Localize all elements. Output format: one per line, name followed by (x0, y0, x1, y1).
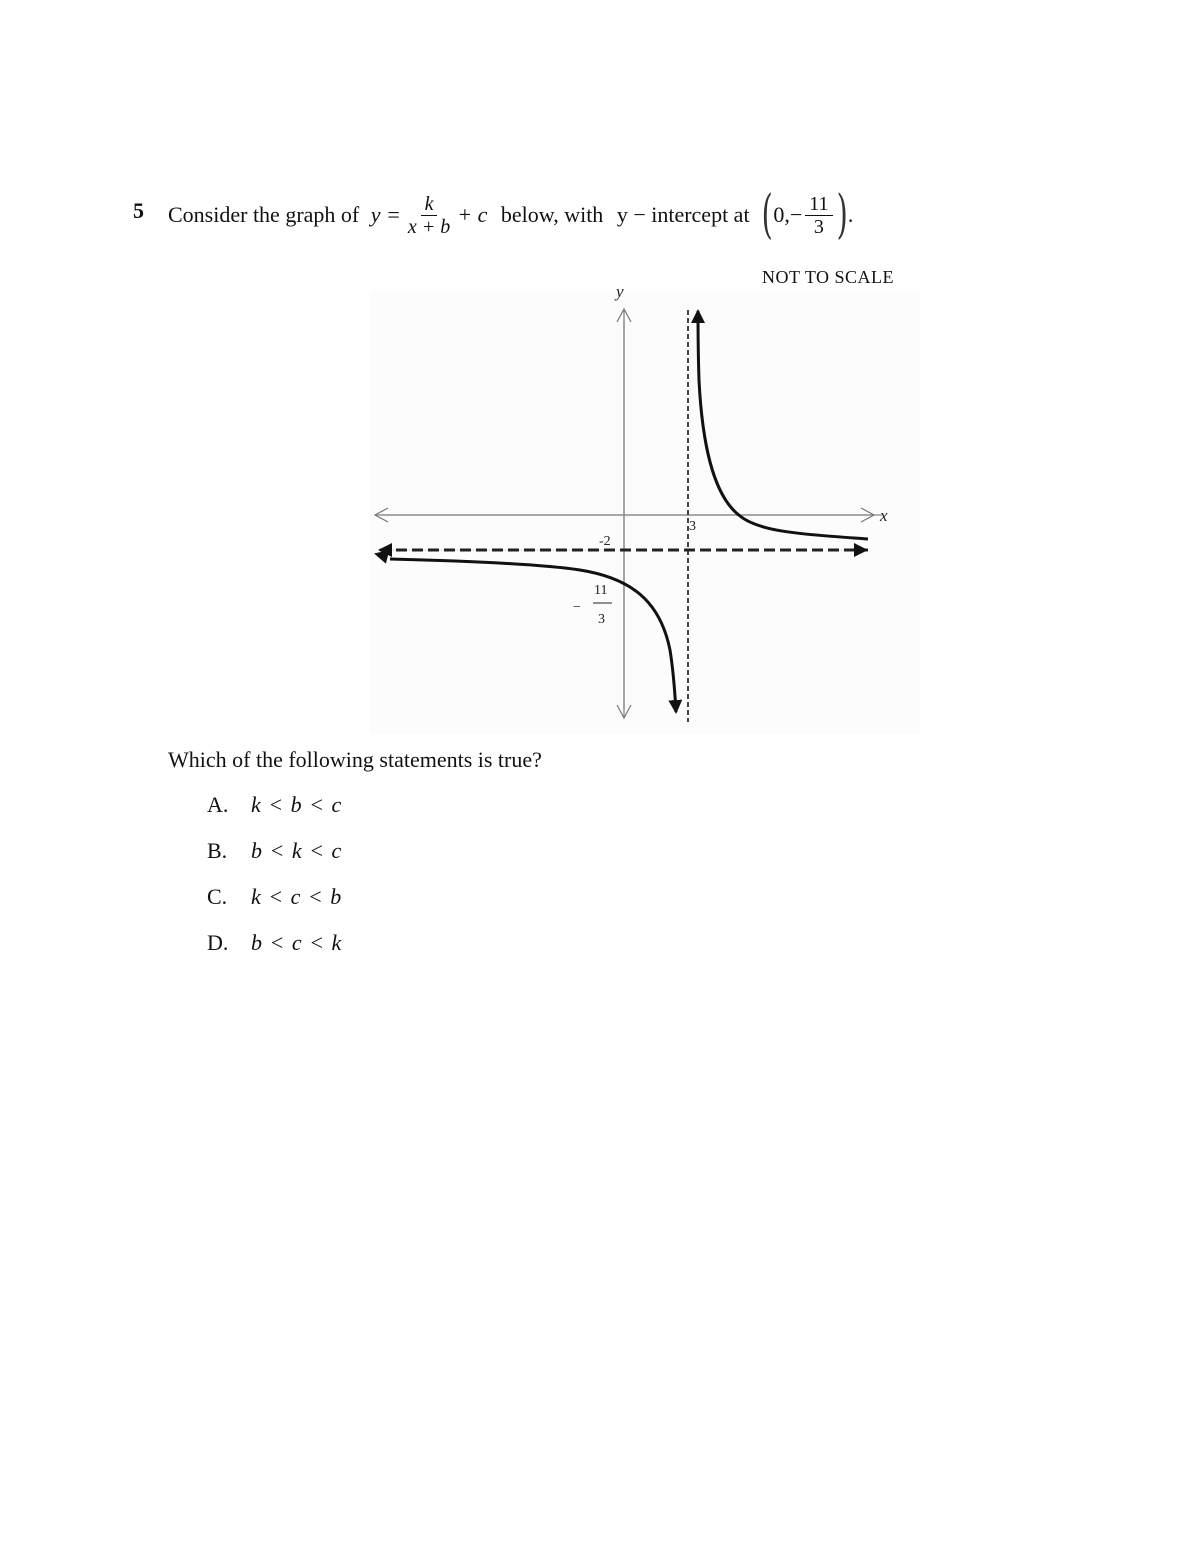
stem-end-punct: . (847, 202, 854, 227)
intercept-x: 0, (773, 202, 790, 227)
rational-function-graph (0, 0, 1200, 760)
intercept-mark-denominator: 3 (598, 612, 605, 627)
stem-text-middle: below, with (500, 202, 604, 227)
option-d[interactable] (207, 930, 342, 956)
x-axis-label: x (880, 506, 888, 525)
graph-background (370, 292, 920, 734)
intercept-mark-sign: − (573, 600, 581, 615)
not-to-scale-note: NOT TO SCALE (762, 267, 895, 287)
stem-text-before: Consider the graph of (168, 202, 360, 227)
y-axis-label: y (616, 282, 624, 301)
option-b[interactable] (207, 838, 342, 864)
intercept-numerator: 11 (805, 193, 832, 216)
horizontal-asymptote-label: -2 (599, 534, 611, 549)
equation-suffix: + c (457, 202, 488, 227)
intercept-sign: − (789, 202, 803, 227)
question-number: 5 (133, 198, 144, 223)
left-paren-icon: ( (761, 185, 773, 245)
intercept-mark-numerator: 11 (594, 583, 608, 598)
option-expression: b < k < c (251, 838, 343, 863)
intercept-label: y − intercept at (616, 202, 750, 227)
equation-denominator: x + b (407, 215, 451, 238)
right-paren-icon: ) (836, 185, 848, 245)
intercept-denominator: 3 (813, 215, 824, 238)
option-letter: C. (207, 884, 228, 909)
option-expression: k < b < c (251, 792, 343, 817)
equation-numerator: k (421, 193, 438, 216)
option-letter: D. (207, 930, 229, 955)
option-expression: b < c < k (251, 930, 343, 955)
question-prompt: Which of the following statements is true? (168, 747, 542, 772)
option-expression: k < c < b (251, 884, 343, 909)
option-a[interactable] (207, 792, 342, 818)
equation-lhs: y = (370, 202, 401, 227)
option-letter: B. (207, 838, 228, 863)
option-letter: A. (207, 792, 229, 817)
option-c[interactable] (207, 884, 342, 910)
vertical-asymptote-label: 3 (689, 519, 696, 534)
